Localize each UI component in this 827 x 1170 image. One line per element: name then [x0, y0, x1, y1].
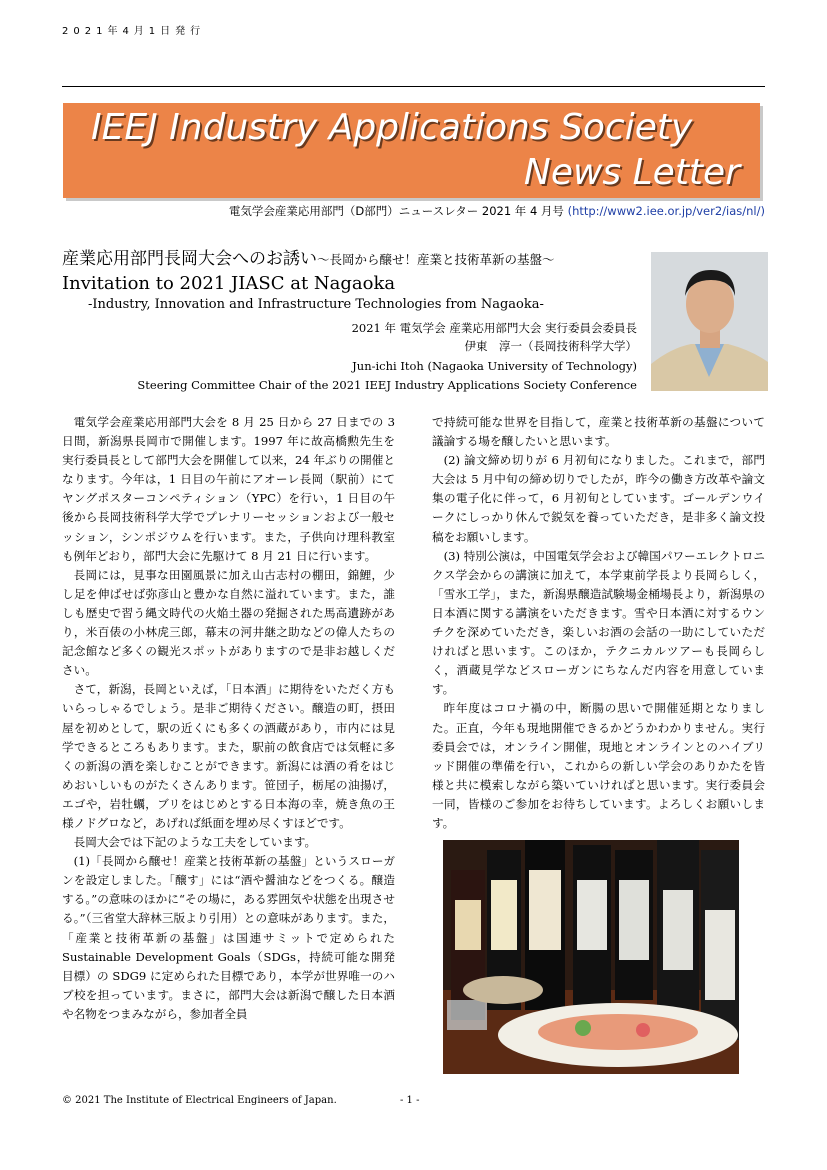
banner-title-line2: News Letter: [523, 152, 740, 193]
paragraph: 長岡には，見事な田園風景に加え山古志村の棚田，錦鯉，少し足を伸ばせば弥彦山と豊かな自然に溢れています。また，誰しも歴史で習う縄文時代の火焔土器の発掘された馬高遺跡があり，米百俵の小林虎三郎，幕末の河井継之助などの偉人たちの記念館など多くの観光スポットがありますので是非お越しください。: [62, 567, 395, 678]
author-name-en: Jun-ichi Itoh (Nagaoka University of Technology): [352, 359, 637, 373]
paragraph: (3) 特別公演は，中国電気学会および韓国パワーエレクトロニクス学会からの講演に加えて，本学東前学長より長岡らしく，「雪氷工学」，また，新潟県醸造試験場金桶場長より，新潟県の日本酒に関する講演をいただきます。雪や日本酒に対するウンチクを深めていただき，楽しいお酒の会話の一助にしていただければと思います。このほか，テクニカルツアーも長岡らしく，酒蔵見学などスローガンにちなんだ内容を用意しています。: [432, 548, 765, 697]
issue-date: 2021年4月1日発行: [62, 26, 206, 37]
paragraph: で持続可能な世界を目指して，産業と技術革新の基盤について議論する場を醸したいと思います。: [432, 415, 765, 449]
paragraph: 昨年度はコロナ禍の中，断腸の思いで開催延期となりました。正直，今年も現地開催できるかどうかわかりません。実行委員会では，オンライン開催，現地とオンラインとのハイブリッド開催の準備を行い，これからの新しい学会のありかたを皆様と共に模索しながら築いていければと思います。実行委員会一同，皆様のご参加をお待ちしています。よろしくお願いします。: [432, 701, 765, 830]
article-title-jp: [62, 244, 555, 269]
title-jp-sub: ～長岡から醸せ！産業と技術革新の基盤～: [317, 252, 555, 267]
author-portrait: [651, 252, 768, 391]
author-name-jp: 伊東 淳一（長岡技術科学大学）: [464, 339, 637, 353]
newsletter-subtitle: [229, 203, 765, 219]
sake-photo: [443, 840, 739, 1074]
footer-copyright: © 2021 The Institute of Electrical Engineers of Japan.: [62, 1095, 337, 1106]
page-number: - 1 -: [400, 1095, 420, 1106]
title-jp-main: 産業応用部門長岡大会へのお誘い: [62, 249, 317, 269]
paragraph: (1)「長岡から醸せ！産業と技術革新の基盤」というスローガンを設定しました。「醸す」には“酒や醤油などをつくる。醸造する。”の意味のほかに“その場に，ある雰囲気や状態を出現させる。”（三省堂大辞林三版より引用）との意味があります。また，「産業と技術革新の基盤」は国連サミットで定められた Sustainable Development Goals（SDGs，持続可能な開発目標）の SDG9 に定められた目標であり，本学が世界唯一のハブ校を担っています。まさに，部門大会は新潟で醸した日本酒や名物をつまみながら，参加者全員: [62, 854, 395, 1021]
paragraph: (2) 論文締め切りが 6 月初旬になりました。これまで，部門大会は 5 月中旬の締め切りでしたが，昨今の働き方改革や論文集の電子化に伴って，6 月初旬としています。ゴールデンウイークにしっかり休んで鋭気を養っていただき，是非多く論文投稿をお願いします。: [432, 453, 765, 544]
article-subtitle-en: -Industry, Innovation and Infrastructure Technologies from Nagaoka-: [88, 297, 544, 312]
body-column-right: [432, 413, 765, 833]
banner-title-line1: IEEJ Industry Applications Society: [91, 107, 693, 148]
article-title-en: Invitation to 2021 JIASC at Nagaoka: [62, 273, 396, 294]
paragraph: さて，新潟，長岡といえば，「日本酒」に期待をいただく方もいらっしゃるでしょう。是非ご期待ください。醸造の町，摂田屋を初めとして，駅の近くにも多くの酒蔵があり，市内には見学できるところもあります。また，駅前の飲食店では気軽に多くの新潟の酒を楽しむことができます。新潟には酒の肴をはじめおいしいものがたくさんあります。笹団子，栃尾の油揚げ，エゴや，岩牡蠣，ブリをはじめとする日本海の幸，焼き魚の王様ノドグロなど，あげれば紙面を埋め尽くすほどです。: [62, 682, 395, 830]
subtitle-text: 電気学会産業応用部門（D部門）ニュースレター 2021 年 4 月号: [228, 204, 564, 218]
paragraph: 長岡大会では下記のような工夫をしています。: [73, 835, 317, 850]
author-role-jp: 2021 年 電気学会 産業応用部門大会 実行委員会委員長: [351, 321, 637, 335]
paragraph: 電気学会産業応用部門大会を 8 月 25 日から 27 日までの 3 日間，新潟県長岡市で開催します。1997 年に故高橋勲先生を実行委員長として部門大会を開催して以来，24 年ぶりの開催となります。今年は，1 日目の午前にアオーレ長岡（駅前）にてヤングポスターコンペティション（YPC）を行い，1 日目の午後から長岡技術科学大学でプレナリーセッションおよび一般セッション，シンポジウムを行います。また，子供向け理科教室も例年どおり，部門大会に先駆けて 8 月 21 日に行います。: [62, 415, 395, 563]
header-rule: [62, 86, 765, 87]
newsletter-banner: [63, 103, 760, 198]
body-column-left: [62, 413, 395, 1024]
author-role-en: Steering Committee Chair of the 2021 IEEJ Industry Applications Society Conference: [137, 378, 637, 392]
newsletter-url-link[interactable]: (http://www2.iee.or.jp/ver2/ias/nl/): [567, 204, 765, 218]
